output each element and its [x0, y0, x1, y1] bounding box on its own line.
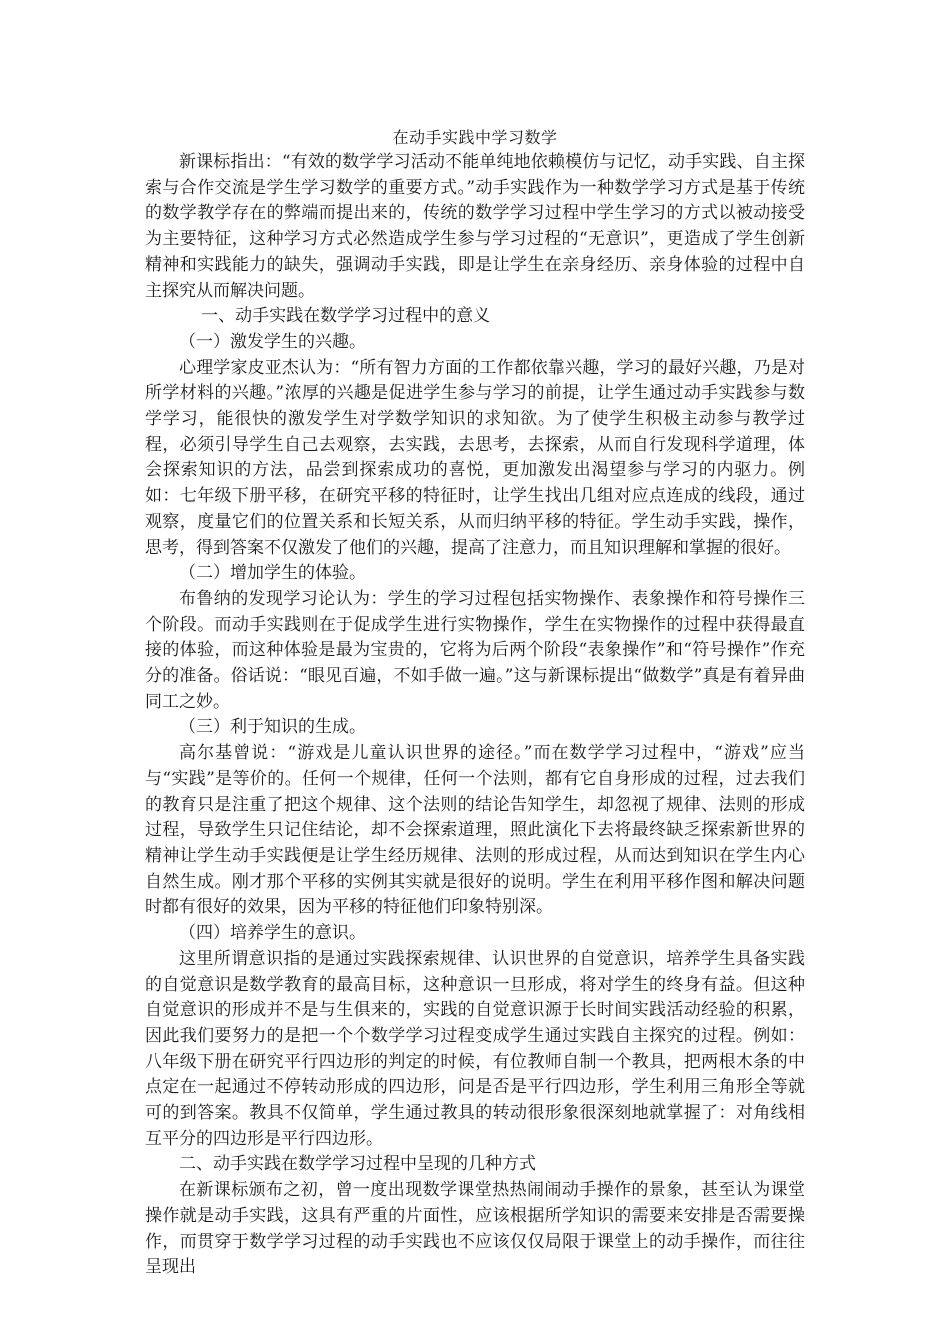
subheading-3: （三）利于知识的生成。 [179, 717, 366, 738]
paragraph-intro: 新课标指出：“有效的数学学习活动不能单纯地依赖模仿与记忆，动手实践、自主探索与合作交流是学生学习数学的重要方式。”动手实践作为一种数学学习方式是基于传统的数学教学存在的弊端而提出来的，传统的数学学习过程中学生学习的方式以被动接受为主要特征，这种学习方式必然造成学生参与学习过程的“无意识”，更造成了学生创新精神和实践能力的缺失，强调动手实践，即是让学生在亲身经历、亲身体验的过程中自主探究从而解决问题。 [145, 152, 805, 301]
paragraph-experience: 布鲁纳的发现学习论认为：学生的学习过程包括实物操作、表象操作和符号操作三个阶段。而动手实践则在于促成学生进行实物操作，学生在实物操作的过程中获得最直接的体验，而这种体验是最为宝贵的，它将为后两个阶段“表象操作”和“符号操作”作充分的准备。俗话说：“眼见百遍，不如手做一遍。”这与新课标提出“做数学”真是有着异曲同工之妙。 [145, 588, 805, 712]
document-page [145, 128, 805, 1281]
paragraph-awareness: 这里所谓意识指的是通过实践探索规律、认识世界的自觉意识，培养学生具备实践的自觉意识是数学教育的最高目标，这种意识一旦形成，将对学生的终身有益。但这种自觉意识的形成并不是与生俱来的，实践的自觉意识源于长时间实践活动经验的积累，因此我们要努力的是把一个个数学学习过程变成学生通过实践自主探究的过程。例如：八年级下册在研究平行四边形的判定的时候，有位教师自制一个教具，把两根木条的中点定在一起通过不停转动形成的四边形，问是否是平行四边形，学生利用三角形全等就可的到答案。教具不仅简单，学生通过教具的转动很形象很深刻地就掌握了：对角线相互平分的四边形是平行四边形。 [145, 948, 805, 1149]
subheading-2: （二）增加学生的体验。 [179, 563, 366, 584]
section-heading-1: 一、动手实践在数学学习过程中的意义 [201, 306, 491, 327]
section-heading-2: 二、动手实践在数学学习过程中呈现的几种方式 [179, 1154, 536, 1175]
paragraph-knowledge: 高尔基曾说：“游戏是儿童认识世界的途径。”而在数学学习过程中，“游戏”应当与“实践”是等价的。任何一个规律，任何一个法则，都有它自身形成的过程，过去我们的教育只是注重了把这个规律、这个法则的结论告知学生，却忽视了规律、法则的形成过程，导致学生只记住结论，却不会探索道理，照此演化下去将最终缺乏探索新世界的精神让学生动手实践便是让学生经历规律、法则的形成过程，从而达到知识在学生内心自然生成。刚才那个平移的实例其实就是很好的说明。学生在利用平移作图和解决问题时都有很好的效果，因为平移的特征他们印象特别深。 [145, 743, 805, 918]
paragraph-methods: 在新课标颁布之初，曾一度出现数学课堂热热闹闹动手操作的景象，甚至认为课堂操作就是动手实践，这具有严重的片面性，应该根据所学知识的需要来安排是否需要操作，而贯穿于数学学习过程的动手实践也不应该仅仅局限于课堂上的动手操作，而往往呈现出 [145, 1180, 805, 1278]
paragraph-interest: 心理学家皮亚杰认为：“所有智力方面的工作都依靠兴趣，学习的最好兴趣，乃是对所学材料的兴趣。”浓厚的兴趣是促进学生参与学习的前提，让学生通过动手实践参与数学学习，能很快的激发学生对学数学知识的求知欲。为了使学生积极主动参与教学过程，必须引导学生自己去观察，去实践，去思考，去探索，从而自行发现科学道理，体会探索知识的方法，品尝到探索成功的喜悦，更加激发出渴望参与学习的内驱力。例如：七年级下册平移，在研究平移的特征时，让学生找出几组对应点连成的线段，通过观察，度量它们的位置关系和长短关系，从而归纳平移的特征。学生动手实践，操作，思考，得到答案不仅激发了他们的兴趣，提高了注意力，而且知识理解和掌握的很好。 [145, 357, 805, 558]
subheading-1: （一）激发学生的兴趣。 [179, 331, 366, 352]
subheading-4: （四）培养学生的意识。 [179, 923, 366, 944]
document-title: 在动手实践中学习数学 [392, 128, 558, 147]
